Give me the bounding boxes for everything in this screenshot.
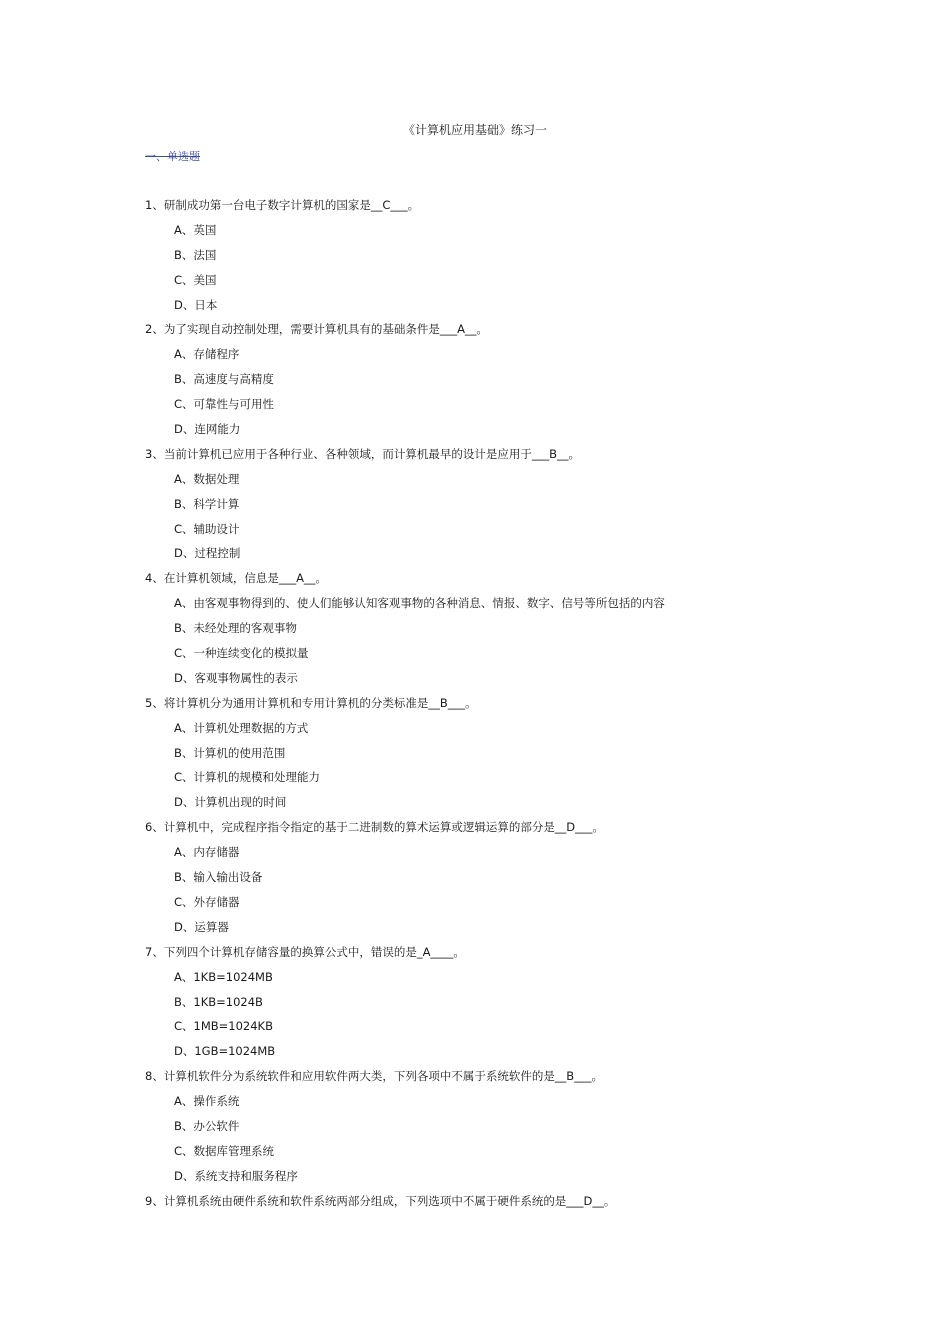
document-title: 《计算机应用基础》练习一	[402, 123, 547, 137]
question-item	[145, 693, 845, 817]
question-stem: 8、计算机软件分为系统软件和应用软件两大类，下列各项中不属于系统软件的是__B___。	[145, 1069, 603, 1084]
answer-option: C、外存储器	[174, 894, 240, 909]
option-list	[145, 842, 845, 942]
answer-option: A、操作系统	[174, 1094, 240, 1109]
answer-option: D、日本	[174, 297, 218, 312]
question-item	[145, 942, 845, 1066]
answer-option: B、办公软件	[174, 1118, 240, 1133]
answer-option: D、1GB=1024MB	[174, 1044, 276, 1059]
question-item	[145, 568, 845, 692]
option-list	[145, 593, 845, 693]
answer-option: D、连网能力	[174, 422, 241, 437]
answer-option: D、客观事物属性的表示	[174, 670, 298, 685]
question-item	[145, 817, 845, 941]
option-list	[145, 967, 845, 1067]
answer-option: D、运算器	[174, 919, 229, 934]
answer-option: B、计算机的使用范围	[174, 745, 286, 760]
question-item	[145, 1066, 845, 1190]
answer-option: B、未经处理的客观事物	[174, 621, 297, 636]
answer-option: C、辅助设计	[174, 521, 240, 536]
option-list	[145, 344, 845, 444]
answer-option: C、美国	[174, 272, 217, 287]
question-stem: 3、当前计算机已应用于各种行业、各种领域，而计算机最早的设计是应用于___B__。	[145, 446, 580, 461]
option-list	[145, 1091, 845, 1191]
answer-option: A、计算机处理数据的方式	[174, 720, 309, 735]
question-stem: 9、计算机系统由硬件系统和软件系统两部分组成，下列选项中不属于硬件系统的是___D__。	[145, 1193, 616, 1208]
answer-option: D、系统支持和服务程序	[174, 1168, 298, 1183]
option-list	[145, 220, 845, 320]
question-stem: 6、计算机中，完成程序指令指定的基于二进制数的算术运算或逻辑运算的部分是__D___。	[145, 820, 604, 835]
answer-option: B、1KB=1024B	[174, 994, 263, 1009]
question-item	[145, 1191, 845, 1216]
answer-option: C、可靠性与可用性	[174, 397, 275, 412]
question-stem: 5、将计算机分为通用计算机和专用计算机的分类标准是__B___。	[145, 695, 477, 710]
answer-option: C、数据库管理系统	[174, 1143, 275, 1158]
answer-option: A、由客观事物得到的、使人们能够认知客观事物的各种消息、情报、数字、信号等所包括的内容	[174, 596, 665, 611]
section-heading: 一、单选题	[145, 150, 200, 163]
option-list	[145, 718, 845, 818]
answer-option: D、过程控制	[174, 546, 241, 561]
question-stem: 7、下列四个计算机存储容量的换算公式中，错误的是_A____。	[145, 944, 465, 959]
question-item	[145, 195, 845, 319]
answer-option: A、内存储器	[174, 845, 240, 860]
question-stem: 2、为了实现自动控制处理，需要计算机具有的基础条件是___A__。	[145, 322, 488, 337]
answer-option: A、数据处理	[174, 471, 240, 486]
answer-option: C、1MB=1024KB	[174, 1019, 273, 1034]
answer-option: A、存储程序	[174, 347, 240, 362]
question-stem: 4、在计算机领域，信息是___A__。	[145, 571, 327, 586]
question-list	[145, 195, 845, 1216]
answer-option: B、法国	[174, 247, 217, 262]
answer-option: D、计算机出现的时间	[174, 795, 287, 810]
option-list	[145, 469, 845, 569]
answer-option: C、计算机的规模和处理能力	[174, 770, 321, 785]
answer-option: B、输入输出设备	[174, 870, 263, 885]
question-stem: 1、研制成功第一台电子数字计算机的国家是__C___。	[145, 198, 420, 212]
answer-option: B、科学计算	[174, 496, 240, 511]
answer-option: C、一种连续变化的模拟量	[174, 646, 309, 661]
answer-option: B、高速度与高精度	[174, 372, 274, 387]
question-item	[145, 319, 845, 443]
answer-option: A、1KB=1024MB	[174, 969, 273, 984]
answer-option: A、英国	[174, 222, 217, 237]
question-item	[145, 444, 845, 568]
